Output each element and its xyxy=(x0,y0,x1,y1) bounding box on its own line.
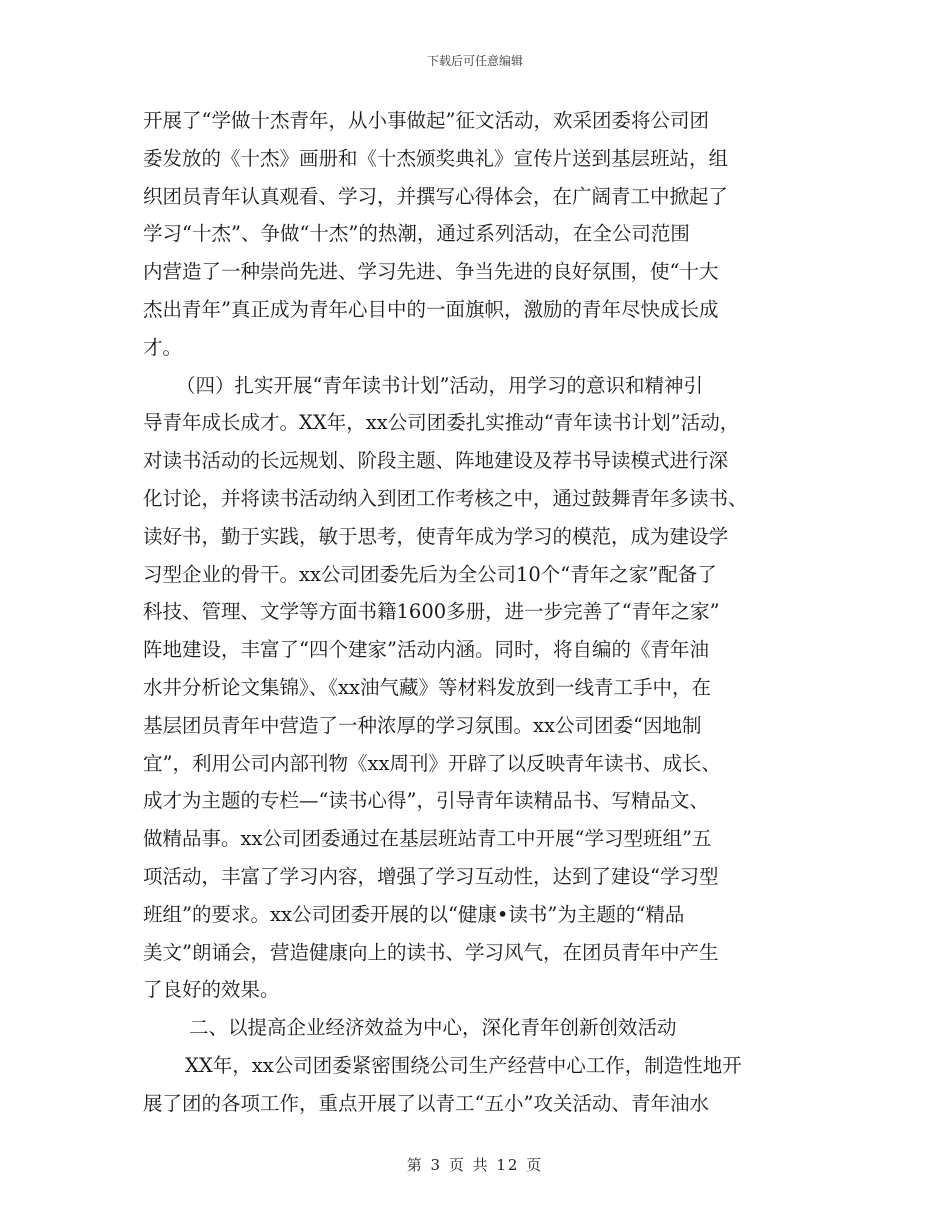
text-line: 班组”的要求。xx公司团委开展的以“健康•读书”为主题的“精品 xyxy=(143,902,685,926)
text-line: 习型企业的骨干。xx公司团委先后为全公司10个“青年之家”配备了 xyxy=(143,562,717,586)
text-line: 项活动，丰富了学习内容，增强了学习互动性，达到了建设“学习型 xyxy=(143,864,719,888)
text-line: 二、以提高企业经济效益为中心，深化青年创新创效活动 xyxy=(189,1016,677,1040)
paragraph xyxy=(143,367,823,1010)
text-line: XX年，xx公司团委紧密围绕公司生产经营中心工作，制造性地开 xyxy=(185,1053,742,1077)
text-line: 委发放的《十杰》画册和《十杰颁奖典礼》宣传片送到基层班站，组 xyxy=(143,146,729,170)
text-line: 织团员青年认真观看、学习，并撰写心得体会，在广阔青工中掀起了 xyxy=(143,184,729,208)
text-line: 导青年成长成才。XX年，xx公司团委扎实推动“青年读书计划”活动， xyxy=(143,411,740,435)
text-line: 美文”朗诵会，营造健康向上的读书、学习风气，在团员青年中产生 xyxy=(143,940,719,964)
text-line: （四）扎实开展“青年读书计划”活动，用学习的意识和精神引 xyxy=(176,373,703,397)
text-line: 读好书，勤于实践，敏于思考，使青年成为学习的模范，成为建设学 xyxy=(143,524,729,548)
section-heading xyxy=(143,1009,823,1047)
text-line: 了良好的效果。 xyxy=(143,978,280,1002)
text-line: 宜”，利用公司内部刊物《xx周刊》开辟了以反映青年读书、成长、 xyxy=(143,751,721,775)
text-line: 水井分析论文集锦》、《xx油气藏》等材料发放到一线青工手中，在 xyxy=(143,675,711,699)
text-line: 基层团员青年中营造了一种浓厚的学习氛围。xx公司团委“因地制 xyxy=(143,713,702,737)
text-line: 阵地建设，丰富了“四个建家”活动内涵。同时，将自编的《青年油 xyxy=(143,638,709,662)
text-line: 对读书活动的长远规划、阶段主题、阵地建设及荐书导读模式进行深 xyxy=(143,449,729,473)
page-number: 第 3 页 共 12 页 xyxy=(406,1156,544,1174)
text-line: 开展了“学做十杰青年，从小事做起”征文活动，欢采团委将公司团 xyxy=(143,109,709,132)
text-line: 内营造了一种崇尚先进、学习先进、争当先进的良好氛围，使“十大 xyxy=(143,260,719,284)
paragraph xyxy=(143,102,823,367)
text-line: 化讨论，并将读书活动纳入到团工作考核之中，通过鼓舞青年多读书、 xyxy=(143,486,748,510)
text-line: 学习“十杰”、争做“十杰”的热潮，通过系列活动，在全公司范围 xyxy=(143,222,690,246)
text-line: 展了团的各项工作，重点开展了以青工“五小”攻关活动、青年油水 xyxy=(143,1091,709,1115)
text-line: 杰出青年”真正成为青年心目中的一面旗帜，激励的青年尽快成长成 xyxy=(143,297,719,321)
text-line: 做精品事。xx公司团委通过在基层班站青工中开展“学习型班组”五 xyxy=(143,827,712,851)
document-body xyxy=(143,102,823,1123)
text-line: 成才为主题的专栏—“读书心得”，引导青年读精品书、写精品文、 xyxy=(143,789,709,813)
text-line: 才。 xyxy=(143,335,183,359)
text-line: 科技、管理、文学等方面书籍1600多册，进一步完善了“青年之家” xyxy=(143,600,720,624)
paragraph xyxy=(143,1047,823,1123)
page-header: 下载后可任意编辑 xyxy=(426,54,523,68)
